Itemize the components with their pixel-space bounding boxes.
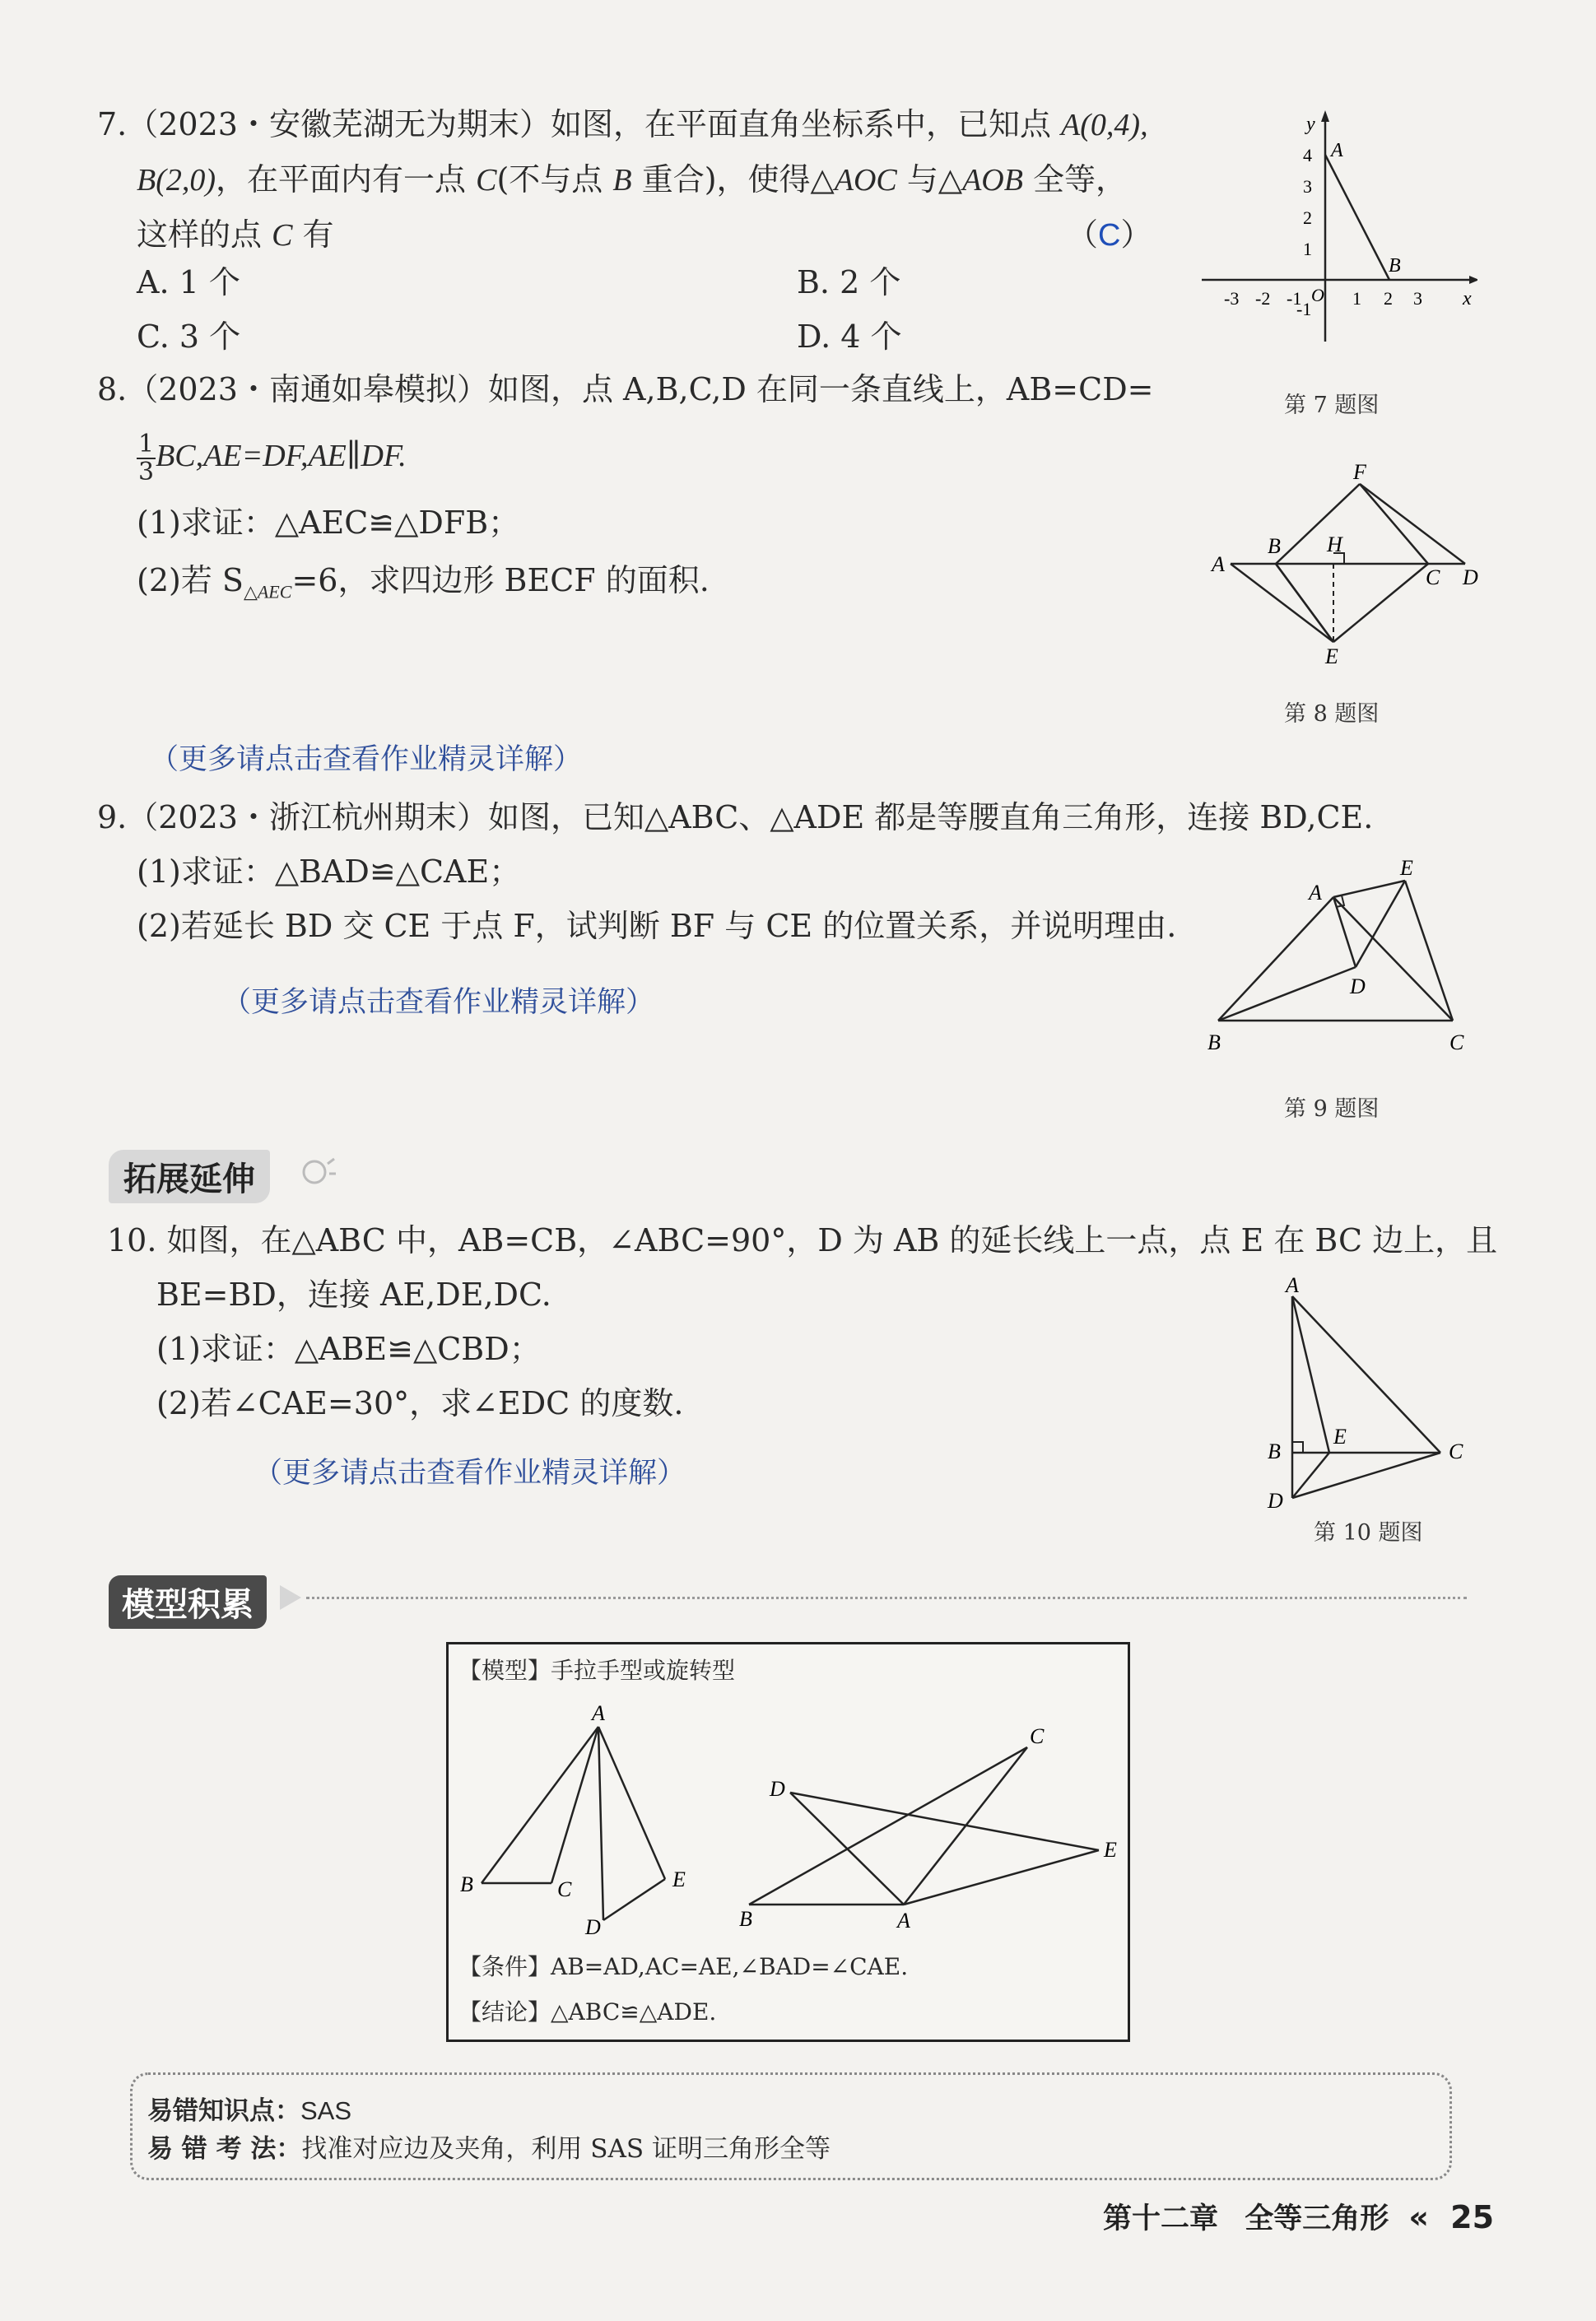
footer-chapter: 第十二章 — [1103, 2202, 1219, 2235]
fig2-seg-ae — [904, 1850, 1099, 1905]
fig1-label-c: C — [557, 1877, 572, 1901]
q8-line1: 8.（2023・南通如皋模拟）如图，点 A,B,C,D 在同一条直线上，AB=CD= — [97, 371, 1154, 407]
tick-x-3: 3 — [1413, 288, 1422, 309]
q10-more-link[interactable]: （更多请点击查看作业精灵详解） — [254, 1457, 686, 1490]
section-model-title: 模型积累 — [109, 1575, 267, 1629]
q9-more-link[interactable]: （更多请点击查看作业精灵详解） — [222, 986, 655, 1019]
right-angle-mark — [1292, 1442, 1303, 1453]
y-label: y — [1306, 114, 1315, 135]
seg-de — [1292, 1453, 1329, 1498]
q8-figure — [1210, 461, 1490, 667]
model-condition: 【条件】AB=AD,AC=AE,∠BAD=∠CAE. — [458, 1953, 909, 1980]
tick-y-1: 1 — [1303, 239, 1312, 259]
page-number: 25 — [1450, 2199, 1495, 2235]
label-d: D — [1463, 565, 1478, 589]
q9-figure — [1198, 852, 1486, 1066]
q9-line1: 9.（2023・浙江杭州期末）如图，已知△ABC、△ADE 都是等腰直角三角形，连接 BD,CE. — [97, 799, 1374, 835]
seg-ed — [1356, 881, 1405, 967]
fig2-label-d: D — [770, 1777, 785, 1801]
q7-option-a: A. 1 个 — [137, 264, 240, 300]
tick-x-neg3: -3 — [1224, 288, 1240, 309]
model-conclusion: 【结论】△ABC≌△ADE. — [458, 1998, 717, 2026]
q10-part1: (1)求证：△ABE≌△CBD； — [156, 1331, 541, 1367]
label-a: A — [1212, 552, 1225, 576]
q7-option-c: C. 3 个 — [137, 319, 241, 355]
q8-line2: $\frac{1}{3}$ BC,AE=DF,AE∥DF. — [138, 429, 407, 486]
label-d: D — [1268, 1489, 1283, 1513]
seg-dc — [1292, 1453, 1440, 1498]
segment-ab — [1325, 155, 1389, 280]
fig1-seg-de — [603, 1879, 665, 1920]
label-b: B — [1268, 534, 1281, 558]
model-box — [446, 1642, 1130, 2042]
q8-fraction: $\frac{1}{3}$ — [138, 429, 155, 486]
tick-x-1: 1 — [1352, 288, 1361, 309]
label-f: F — [1353, 461, 1366, 484]
q8-more-link[interactable]: （更多请点击查看作业精灵详解） — [150, 743, 583, 776]
fig2-label-a: A — [897, 1909, 910, 1933]
x-axis-arrow — [1469, 276, 1477, 284]
seg-ac — [1333, 897, 1453, 1021]
fig2-label-e: E — [1104, 1838, 1117, 1862]
fig1-seg-ab — [482, 1727, 598, 1883]
origin-label: O — [1311, 285, 1324, 305]
tick-x-2: 2 — [1384, 288, 1393, 309]
tick-y-3: 3 — [1303, 176, 1312, 197]
fig1-label-d: D — [585, 1915, 601, 1939]
q7-figure — [1198, 107, 1477, 346]
q7-line1: 7.（2023・安徽芜湖无为期末）如图，在平面直角坐标系中，已知点 A(0,4), — [97, 106, 1148, 142]
seg-fc — [1360, 484, 1428, 564]
fig1-seg-ad — [598, 1727, 603, 1920]
notes-box — [130, 2072, 1452, 2180]
label-a: A — [1309, 881, 1322, 905]
seg-ae — [1292, 1296, 1329, 1453]
q9-part2: (2)若延长 BD 交 CE 于点 F，试判断 BF 与 CE 的位置关系，并说明理由. — [137, 908, 1177, 944]
fig1-label-e: E — [672, 1867, 686, 1891]
q10-figure — [1251, 1276, 1482, 1514]
section-extend-title: 拓展延伸 — [109, 1150, 270, 1203]
footer-arrows: « — [1408, 2199, 1429, 2235]
lightbulb-icon — [296, 1152, 337, 1193]
q7-tick-labels — [1224, 145, 1422, 319]
fig2-label-b: B — [739, 1907, 752, 1931]
q9-part1: (1)求证：△BAD≌△CAE； — [137, 854, 521, 890]
seg-ae — [1231, 564, 1333, 642]
label-a: A — [1286, 1276, 1299, 1297]
tick-y-2: 2 — [1303, 207, 1312, 228]
model-figure-1 — [460, 1701, 686, 1939]
fig2-seg-da — [790, 1793, 904, 1905]
seg-ba — [1218, 897, 1333, 1021]
q10-line1: 10. 如图，在△ABC 中，AB=CB，∠ABC=90°，D 为 AB 的延长线上一点，点 E 在 BC 边上，且 — [107, 1222, 1498, 1258]
seg-ec — [1405, 881, 1453, 1021]
seg-be — [1276, 564, 1333, 642]
seg-ae — [1333, 881, 1405, 897]
q7-option-b: B. 2 个 — [797, 264, 901, 300]
tick-x-neg1: -1 — [1287, 288, 1302, 309]
q8-part2: (2)若 $S_{\triangle AEC}=6$，求四边形 BECF 的面积. — [137, 561, 710, 602]
q7-line3: 这样的点 C 有 （C） — [97, 207, 1192, 263]
fig1-label-a: A — [592, 1701, 605, 1725]
tick-x-neg2: -2 — [1255, 288, 1271, 309]
q7-answer-bracket: （C） — [1067, 216, 1152, 253]
q8-text — [97, 362, 1192, 619]
tick-y-4: 4 — [1303, 145, 1312, 165]
page-footer — [1103, 2196, 1494, 2237]
label-h: H — [1327, 533, 1342, 556]
section-model-divider — [306, 1597, 1467, 1599]
model-box-title: 【模型】手拉手型或旋转型 — [458, 1657, 736, 1684]
label-c: C — [1449, 1440, 1463, 1463]
label-e: E — [1333, 1425, 1347, 1449]
q8-part1: (1)求证：△AEC≌△DFB； — [137, 504, 520, 541]
model-figures — [449, 1694, 1128, 1941]
fig2-seg-de — [790, 1793, 1099, 1850]
q8-caption: 第 8 题图 — [1284, 701, 1380, 727]
q7-answer: C — [1098, 218, 1121, 253]
label-b: B — [1268, 1440, 1281, 1463]
q10-caption: 第 10 题图 — [1314, 1520, 1423, 1546]
seg-ac — [1292, 1296, 1440, 1453]
model-figure-2 — [739, 1724, 1117, 1933]
fig2-label-c: C — [1030, 1724, 1045, 1748]
label-c: C — [1449, 1030, 1464, 1054]
label-e: E — [1400, 856, 1413, 880]
q7-text — [97, 97, 1192, 263]
x-label: x — [1463, 288, 1472, 309]
q7-caption: 第 7 题图 — [1284, 393, 1380, 418]
tick-y-neg1: -1 — [1296, 299, 1312, 319]
fig1-seg-ac — [551, 1727, 598, 1883]
fig1-seg-ae — [598, 1727, 665, 1879]
note-row-2: 易 错 考 法：找准对应边及夹角，利用 SAS 证明三角形全等 — [147, 2134, 831, 2164]
seg-ec — [1333, 564, 1428, 642]
y-axis-arrow — [1321, 110, 1329, 122]
label-b: B — [1207, 1030, 1221, 1054]
fig1-label-b: B — [460, 1872, 473, 1896]
q10-line2: BE=BD，连接 AE,DE,DC. — [156, 1277, 551, 1313]
q9-caption: 第 9 题图 — [1284, 1096, 1380, 1122]
note-row-1: 易错知识点：SAS — [147, 2096, 352, 2126]
label-a: A — [1331, 140, 1343, 161]
label-e: E — [1325, 644, 1338, 667]
seg-bf — [1276, 484, 1360, 564]
q7-line2: B(2,0)，在平面内有一点 C(不与点 B 重合)，使得△AOC 与△AOB 全等， — [137, 161, 1128, 198]
label-c: C — [1426, 565, 1440, 589]
footer-title: 全等三角形 — [1245, 2202, 1389, 2235]
seg-fd — [1360, 484, 1465, 564]
seg-bd — [1218, 967, 1356, 1021]
label-d: D — [1350, 974, 1366, 998]
label-b: B — [1389, 255, 1401, 277]
q7-option-d: D. 4 个 — [797, 319, 902, 355]
q10-part2: (2)若∠CAE=30°，求∠EDC 的度数. — [156, 1385, 684, 1421]
triangle-arrow-icon — [278, 1584, 303, 1612]
